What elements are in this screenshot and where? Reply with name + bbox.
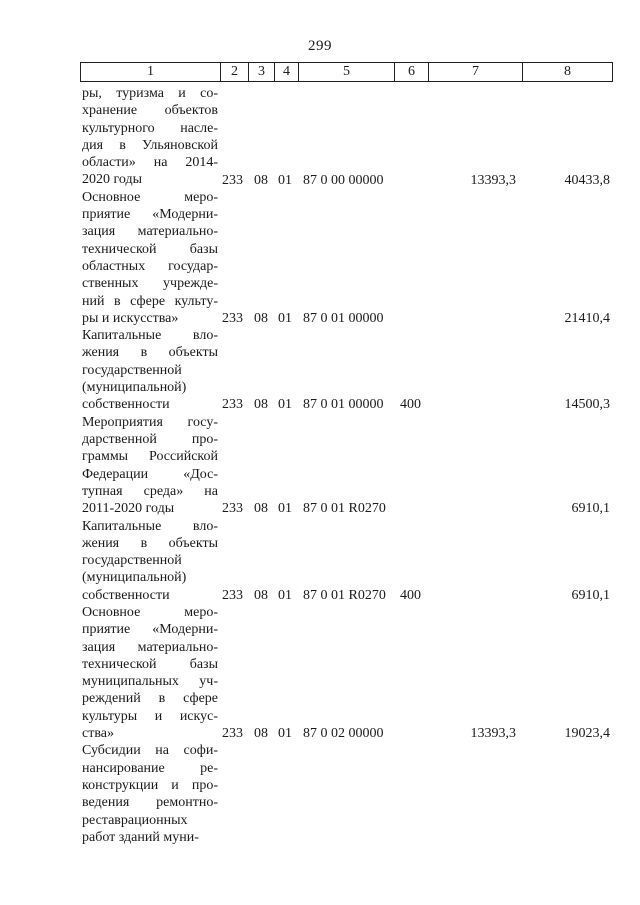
row-description-line: дарственной про- [82,431,218,447]
row-cell-c7: 13393,3 [470,726,516,742]
row-cell-c4: 01 [278,587,292,603]
row-description [82,327,218,413]
row-description [82,518,218,604]
column-header-table [80,62,613,82]
row-description-line: ры и искусства» [82,310,179,326]
column-header-2: 2 [221,63,249,82]
row-description-line: конструкции и про- [82,777,218,793]
row-description-line: 2020 годы [82,172,143,188]
column-header-6: 6 [395,63,429,82]
row-cell-c8: 19023,4 [564,726,610,742]
row-description-line: муниципальных уч- [82,674,218,690]
row-description-line: зация материально- [82,639,218,655]
row-description-line: Федерации «Дос- [82,466,218,482]
row-cell-c4: 01 [278,726,292,742]
row-cell-c5: 87 0 01 00000 [303,397,384,413]
column-header-8: 8 [523,63,613,82]
row-description-line: собственности [82,397,170,413]
row-cell-c5: 87 0 02 00000 [303,726,384,742]
row-cell-c8: 40433,8 [564,172,610,188]
row-description-line: государственной [82,553,182,569]
row-description-line: государственной [82,362,182,378]
row-cell-c8: 6910,1 [571,501,610,517]
row-cell-c3: 08 [254,726,268,742]
column-header-4: 4 [275,63,299,82]
row-description-line: хранение объектов [82,103,218,119]
row-cell-c3: 08 [254,172,268,188]
row-description [82,85,218,189]
row-cell-c6: 400 [400,587,421,603]
row-cell-c3: 08 [254,501,268,517]
row-description-line: жения в объекты [82,345,218,361]
row-description-line: Основное меро- [82,605,218,620]
row-description-line: Мероприятия госу- [82,414,218,430]
row-description-line: тупная среда» на [82,483,218,499]
row-description-line: ведения ремонтно- [82,795,218,811]
row-cell-c2: 233 [222,726,243,742]
row-cell-c5: 87 0 01 R0270 [303,587,386,603]
column-header-row [81,63,613,82]
row-description-line: приятие «Модерни- [82,622,218,638]
row-cell-c4: 01 [278,397,292,413]
row-description-line: реставрационных [82,812,188,828]
row-description-line: культурного насле- [82,120,218,136]
row-description-line: 2011-2020 годы [82,501,175,517]
row-cell-c3: 08 [254,587,268,603]
row-cell-c2: 233 [222,172,243,188]
row-description-line: приятие «Модерни- [82,207,218,223]
row-cell-c2: 233 [222,501,243,517]
row-description-line: собственности [82,587,170,603]
row-description-line: технической базы [82,241,218,257]
row-description-line: нансирование ре- [82,760,218,776]
row-description-line: (муниципальной) [82,380,187,396]
row-description [82,604,218,742]
column-header-3: 3 [249,63,275,82]
row-description-line: технической базы [82,656,218,672]
row-description-line: реждений в сфере [82,691,218,707]
row-cell-c5: 87 0 01 R0270 [303,501,386,517]
column-header-5: 5 [299,63,395,82]
row-cell-c3: 08 [254,397,268,413]
row-description-line: ства» [82,726,114,742]
row-cell-c6: 400 [400,397,421,413]
row-description-line: ственных учрежде- [82,276,218,292]
row-description-line: областных государ- [82,258,218,274]
row-cell-c8: 21410,4 [564,310,610,326]
row-cell-c4: 01 [278,501,292,517]
row-description-line: области» на 2014- [82,155,218,171]
row-description-line: культуры и искус- [82,708,218,724]
row-description-line: (муниципальной) [82,570,187,586]
row-description-line: Капитальные вло- [82,518,218,534]
row-cell-c8: 6910,1 [571,587,610,603]
row-cell-c5: 87 0 00 00000 [303,172,384,188]
row-cell-c2: 233 [222,310,243,326]
row-description-line: ний в сфере культу- [82,293,218,309]
column-header-7: 7 [429,63,523,82]
row-description-line: дия в Ульяновской [82,137,218,153]
row-description-line: работ зданий муни- [82,829,199,845]
row-description-line: Капитальные вло- [82,328,218,344]
page-number: 299 [308,38,332,54]
row-description-line: Основное меро- [82,189,218,205]
row-cell-c4: 01 [278,310,292,326]
row-description-line: граммы Российской [82,449,218,465]
row-description-line: Субсидии на софи- [82,743,218,759]
row-cell-c2: 233 [222,397,243,413]
row-cell-c4: 01 [278,172,292,188]
row-cell-c7: 13393,3 [470,172,516,188]
row-description [82,189,218,327]
row-cell-c5: 87 0 01 00000 [303,310,384,326]
row-cell-c2: 233 [222,587,243,603]
row-description-line: ры, туризма и со- [82,86,218,101]
column-header-1: 1 [81,63,221,82]
row-description-line: жения в объекты [82,535,218,551]
row-description [82,742,218,846]
row-cell-c8: 14500,3 [564,397,610,413]
row-description [82,414,218,518]
row-cell-c3: 08 [254,310,268,326]
row-description-line: зация материально- [82,224,218,240]
